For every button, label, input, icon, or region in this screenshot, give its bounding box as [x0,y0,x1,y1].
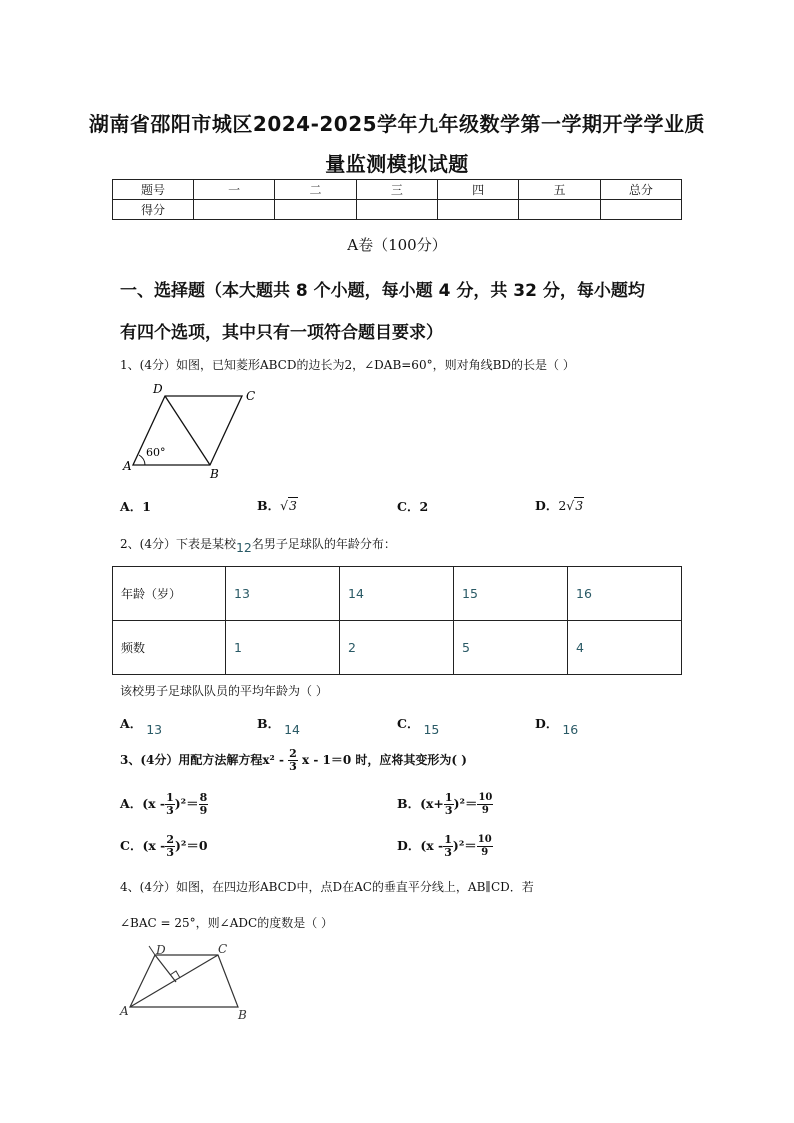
score-cell: 三 [356,180,437,200]
q2-option-a-value: 13 [146,722,163,737]
angle-arc [139,455,145,465]
opt-result-frac [477,834,493,859]
quadrilateral-outline [130,955,238,1007]
q3-option-b [397,792,493,817]
q3-text-before: 3、(4分）用配方法解方程x² - [120,753,284,767]
score-blank-cell [275,200,356,220]
age-cell: 14 [340,567,454,621]
opt-frac [165,834,175,859]
opt-frac [165,792,175,817]
q3-option-c [120,834,208,859]
label-d: D [156,943,166,957]
sqrt-symbol: √ [566,498,575,513]
opt-mid: )²＝ [452,838,477,853]
section-a-heading: A卷（100分） [347,236,447,254]
label-angle: 60° [146,446,166,459]
q1-option-d-radicand: 3 [575,498,584,513]
q4-text-line2: ∠BAC = 25°，则∠ADC的度数是（ ） [120,916,334,930]
label-d: D [153,382,163,396]
frac-denominator: 3 [166,804,174,817]
part1-heading-line1: 一、选择题（本大题共 8 个小题，每小题 4 分，共 32 分，每小题均 [120,281,645,301]
score-table [112,179,682,220]
score-blank-cell [437,200,518,220]
sqrt-symbol: √ [280,498,289,513]
score-blank-cell [519,200,600,220]
opt-frac [443,834,453,859]
opt-mid: )²＝ [174,796,199,811]
score-cell: 总分 [600,180,681,200]
exam-title-line2: 量监测模拟试题 [325,152,469,176]
q1-option-a: A．1 [120,499,151,514]
q2-option-c-value: 15 [423,722,440,737]
score-cell: 四 [437,180,518,200]
frequency-cell: 5 [454,621,568,675]
frac-numerator: 1 [444,791,453,804]
q3-fraction [288,748,298,773]
q2-option-d-value: 16 [562,722,579,737]
q2-option-d [535,714,579,737]
q2-option-b-label: B． [257,716,281,731]
score-cell: 得分 [113,200,194,220]
age-label-cell: 年龄（岁） [113,567,226,621]
q1-option-c: C．2 [397,499,429,514]
q2-option-d-label: D． [535,716,559,731]
diagonal-ac [130,955,218,1007]
q1-rhombus-figure [118,380,268,480]
opt-pre: C．(x - [120,838,166,853]
exam-title-line1: 湖南省邵阳市城区2024-2025学年九年级数学第一学期开学学业质 [88,112,706,136]
opt-pre: B．(x+ [397,796,444,811]
frac-numerator: 1 [444,833,452,846]
q2-option-a [120,714,163,737]
q2-option-c [397,714,440,737]
opt-pre: A．(x - [120,796,166,811]
frac-numerator: 1 [166,791,174,804]
q2-option-a-label: A． [120,716,143,731]
q4-quadrilateral-figure [118,942,268,1024]
frequency-cell: 4 [568,621,682,675]
score-cell: 一 [194,180,275,200]
opt-mid: )²＝0 [175,838,208,853]
score-table-header-row [113,180,682,200]
age-row [113,567,682,621]
q1-option-d-prefix: D． [535,498,559,513]
q2-text [120,535,396,555]
opt-pre: D．(x - [397,838,444,853]
perpendicular-extension [149,946,155,955]
score-blank-cell [194,200,275,220]
label-c: C [246,389,256,403]
q2-count: 12 [235,540,252,555]
frac-denominator: 3 [289,760,297,773]
q1-option-b [257,496,298,514]
label-b: B [210,467,219,480]
opt-mid: )²＝ [453,796,478,811]
q1-option-b-radicand: 3 [289,498,297,513]
frac-numerator: 2 [289,747,297,760]
q1-text: 1、(4分）如图，已知菱形ABCD的边长为2，∠DAB=60°，则对角线BD的长是（ ） [120,358,575,372]
score-table-score-row [113,200,682,220]
opt-frac [444,792,454,817]
frac-numerator: 10 [477,834,492,845]
q1-option-d-coef: 2 [558,498,567,513]
frac-numerator: 10 [478,792,493,803]
age-cell: 16 [568,567,682,621]
q3-option-d [397,834,493,859]
q3-text [120,748,467,773]
age-cell: 15 [454,567,568,621]
score-cell: 五 [519,180,600,200]
age-distribution-table [112,566,682,675]
q2-text-before: 2、(4分）下表是某校 [120,537,236,551]
frac-denominator: 3 [444,804,453,817]
q2-option-b-value: 14 [284,722,300,737]
frac-denominator: 3 [166,846,175,859]
q3-option-a [120,792,208,817]
score-cell: 题号 [113,180,194,200]
q2-question: 该校男子足球队队员的平均年龄为（ ） [120,684,328,698]
q2-text-after: 名男子足球队的年龄分布： [251,537,396,551]
q1-option-d [535,496,584,514]
q4-text-line1: 4、(4分）如图，在四边形ABCD中，点D在AC的垂直平分线上，AB∥CD．若 [120,880,534,894]
label-b: B [238,1008,247,1022]
frac-denominator: 9 [199,804,208,817]
q2-option-c-label: C． [397,716,420,731]
frequency-cell: 1 [226,621,340,675]
opt-result-frac [199,792,209,817]
q3-text-after: x - 1＝0 时，应将其变形为( ) [301,753,467,767]
frac-numerator: 8 [199,791,208,804]
label-c: C [218,942,228,956]
diagonal-bd [165,396,210,465]
frac-numerator: 2 [166,833,175,846]
part1-heading-line2: 有四个选项，其中只有一项符合题目要求） [120,323,443,343]
label-a: A [120,1004,129,1018]
frequency-cell: 2 [340,621,454,675]
frequency-label-cell: 频数 [113,621,226,675]
frac-denominator: 3 [444,846,452,859]
label-a: A [123,459,132,473]
age-cell: 13 [226,567,340,621]
opt-result-frac [477,792,493,817]
score-cell: 二 [275,180,356,200]
perpendicular-line [155,955,176,982]
score-blank-cell [600,200,681,220]
q1-option-b-prefix: B． [257,498,281,513]
frac-denominator: 9 [481,847,489,858]
q2-option-b [257,714,300,737]
frequency-row [113,621,682,675]
score-blank-cell [356,200,437,220]
frac-denominator: 9 [481,805,489,816]
